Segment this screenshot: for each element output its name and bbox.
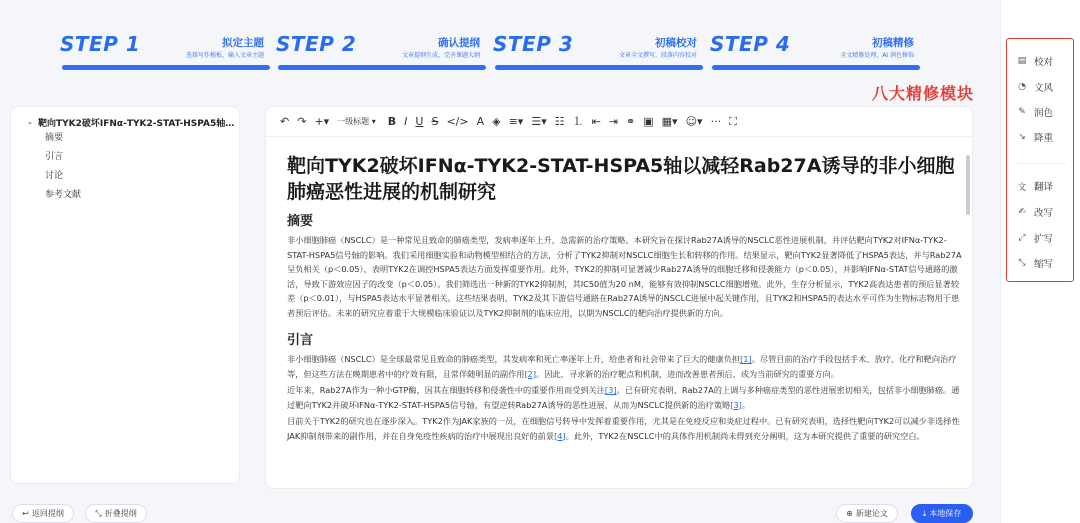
font-color-icon[interactable]: A	[476, 114, 485, 128]
step-progress-bar	[278, 65, 486, 70]
collapse-outline-button[interactable]	[85, 504, 147, 523]
chart-down-icon: ↘	[1018, 132, 1026, 142]
back-icon: ↩	[22, 509, 29, 518]
step-title: 初稿精修	[872, 37, 914, 49]
module-label: 文风	[1034, 83, 1054, 94]
align-icon[interactable]: ≡▾	[508, 114, 524, 128]
new-paper-button[interactable]	[836, 504, 898, 523]
step-subtitle: 文章全文撰写，段落内容校对	[618, 52, 697, 59]
step-title: 确认提纲	[438, 37, 480, 49]
heading-select[interactable]: 一级标题 ▾	[337, 116, 376, 126]
proofread-icon: ▤	[1017, 56, 1027, 66]
citation-link[interactable]: [4]	[554, 430, 566, 441]
module-expand-button[interactable]	[1016, 231, 1053, 245]
emoji-icon[interactable]: ☺▾	[685, 114, 703, 128]
image-icon[interactable]: ▣	[643, 114, 654, 128]
introduction-paragraph-2	[287, 383, 963, 412]
plus-circle-icon: ⊕	[846, 509, 853, 518]
bullet-list-icon[interactable]: ☷	[554, 114, 565, 128]
rewrite-icon: ✍	[1018, 207, 1026, 217]
module-style-button[interactable]	[1016, 80, 1053, 94]
fullscreen-icon[interactable]: ⛶	[729, 114, 737, 128]
back-to-outline-button[interactable]	[12, 504, 74, 523]
step-title: 拟定主题	[222, 37, 264, 49]
step-number: STEP 2	[276, 32, 357, 56]
module-translate-button[interactable]	[1016, 179, 1053, 193]
introduction-paragraph-3	[287, 414, 963, 443]
citation-link[interactable]: [3]	[730, 399, 742, 410]
outline-panel	[10, 106, 240, 484]
palette-icon: ◔	[1018, 82, 1026, 92]
bold-icon[interactable]: B	[387, 114, 397, 128]
expand-icon: ⤢	[1018, 233, 1026, 243]
step-title: 初稿校对	[655, 37, 697, 49]
table-icon[interactable]: ▦▾	[661, 114, 678, 128]
highlight-icon[interactable]: ◈	[492, 114, 501, 128]
step-subtitle: 选择写作模板，输入文章主题	[185, 52, 264, 59]
modules-highlight-box	[1006, 38, 1074, 282]
paragraph-text: 非小细胞肺癌（NSCLC）是全球最常见且致命的肺癌类型，其发病率和死亡率逐年上升，给患者和社会带来了巨大的健康负担	[287, 354, 741, 364]
download-icon: ⤓	[922, 508, 927, 518]
local-save-button[interactable]	[911, 504, 973, 523]
indent-icon[interactable]: ⇥	[608, 114, 619, 128]
shrink-icon: ⤡	[1018, 258, 1026, 268]
paragraph-text: 。	[741, 399, 751, 410]
outline-item-abstract[interactable]: 摘要	[45, 133, 64, 143]
module-shrink-button[interactable]	[1016, 256, 1053, 270]
module-label: 扩写	[1034, 234, 1054, 245]
heading-select-value: 一级标题	[337, 116, 370, 126]
paragraph-text: 。尽管目前的治疗手段包括手术、放疗、化疗和靶向治疗等，但这些方法在晚期患者中的疗效有限，且常伴随明显的副作用	[287, 354, 957, 379]
abstract-heading: 摘要	[287, 214, 314, 229]
step-number: STEP 4	[710, 32, 791, 56]
paragraph-text: 。已有研究表明，Rab27A的上调与多种癌症类型的恶性进展密切相关，包括非小细胞肺癌。通过靶向TYK2并破坏IFNα-TYK2-STAT-HSPA5信号轴，有望逆转Rab27A诱导的恶性进展，从而为NSCLC提供新的治疗策略	[287, 385, 960, 410]
translate-icon: 文	[1017, 182, 1027, 193]
module-label: 降重	[1034, 133, 1054, 144]
module-polish-button[interactable]	[1016, 105, 1053, 119]
chevron-down-icon[interactable]: ⌄	[27, 118, 33, 126]
line-height-icon[interactable]: ☰▾	[531, 114, 547, 128]
outdent-icon[interactable]: ⇤	[591, 114, 601, 128]
outline-item-introduction[interactable]: 引言	[45, 152, 64, 162]
step-progress-bar	[712, 65, 920, 70]
numbered-list-icon[interactable]: ⒈	[572, 114, 584, 128]
code-icon[interactable]: </>	[446, 114, 469, 128]
step-1	[60, 28, 270, 74]
button-label: 新建论文	[855, 509, 888, 518]
modules-divider	[1016, 163, 1066, 164]
step-3	[493, 28, 703, 74]
editor-scrollbar[interactable]	[966, 155, 970, 215]
editor-toolbar	[266, 107, 972, 137]
link-icon[interactable]: ⚭	[626, 114, 636, 128]
paragraph-text: 目前关于TYK2的研究也在逐步深入。TYK2作为JAK家族的一员，在细胞信号转导中发挥着重要作用，尤其是在免疫反应和炎症过程中。已有研究表明，选择性靶向TYK2可以减少非选择性JAK抑制剂带来的副作用，并在自身免疫性疾病的治疗中展现出良好的前景	[287, 416, 960, 441]
outline-item-references[interactable]: 参考文献	[45, 190, 82, 200]
italic-icon[interactable]: I	[404, 114, 408, 128]
undo-icon[interactable]: ↶	[280, 114, 290, 128]
step-2	[276, 28, 486, 74]
button-label: 返回提纲	[31, 509, 64, 518]
citation-link[interactable]: [2]	[524, 368, 537, 379]
outline-item-discussion[interactable]: 讨论	[45, 171, 64, 181]
button-label: 折叠提纲	[104, 509, 137, 518]
citation-link[interactable]: [1]	[740, 354, 752, 364]
step-number: STEP 1	[60, 32, 141, 56]
outline-root-label: 靶向TYK2破坏IFNα-TYK2-STAT-HSPA5轴…	[38, 118, 235, 129]
introduction-paragraph-1	[287, 352, 963, 381]
paragraph-text: 。因此，寻求新的治疗靶点和机制，进而改善患者预后，成为当前研究的重要方向。	[536, 368, 840, 379]
strikethrough-icon[interactable]: S	[431, 114, 439, 128]
introduction-heading: 引言	[287, 333, 314, 348]
step-number: STEP 3	[493, 32, 574, 56]
modules-annotation: 八大精修模块	[872, 84, 975, 103]
abstract-paragraph: 非小细胞肺癌（NSCLC）是一种常见且致命的肺癌类型，发病率逐年上升，急需新的治疗策略。本研究旨在探讨Rab27A诱导的NSCLC恶性进展机制，并评估靶向TYK2对IFNα-TYK2-STAT-HSPA5信号轴的影响。我们采用细胞实验和动物模型相结合的方法，分析了TYK2抑制对NSCLC细胞生长和转移的作用。结果显示，靶向TYK2显著降低了HSPA5表达，并与Rab27A呈负相关（p＜0.05），表明TYK2在调控HSPA5表达方面发挥重要作用。此外，TYK2的抑制可显著减少Rab27A诱导的细胞迁移和侵袭能力（p＜0.05），并影响IFNα-STAT信号通路的激活，导致下游效应因子的改变（p＜0.05）。我们筛选出一种新的TYK2抑制剂，其IC50值为20 nM，能够有效抑制NSCLC细胞增殖。此外，生存分析显示，TYK2高表达患者的预后显著较差（p＜0.01），与HSPA5表达水平显著相关。这些结果表明，TYK2及其下游信号通路在Rab27A诱导的NSCLC进展中起关键作用，且TYK2和HSPA5的表达水平可作为生物标志物用于患者预后评估。未来的研究应着重于大规模临床验证以及TYK2抑制剂的临床应用，以期为NSCLC的靶向治疗提供新的方向。	[287, 235, 962, 318]
button-label: 本地保存	[929, 509, 962, 518]
module-dedupe-button[interactable]	[1016, 130, 1053, 144]
module-proofread-button[interactable]	[1016, 54, 1053, 68]
module-label: 润色	[1034, 108, 1054, 119]
module-label: 校对	[1034, 57, 1054, 68]
more-icon[interactable]: ···	[710, 114, 722, 128]
citation-link[interactable]: [3]	[604, 385, 617, 395]
insert-plus-icon[interactable]: +▾	[314, 114, 330, 128]
module-label: 缩写	[1034, 259, 1054, 270]
step-subtitle: 文章提纲生成，完善课题大纲	[401, 52, 480, 59]
step-4	[710, 28, 920, 74]
underline-icon[interactable]: U	[415, 114, 424, 128]
document-title: 靶向TYK2破坏IFNα-TYK2-STAT-HSPA5轴以减轻Rab27A诱导的非小细胞肺癌恶性进展的机制研究	[287, 155, 955, 203]
step-progress-bar	[62, 65, 270, 70]
module-label: 改写	[1034, 208, 1054, 219]
outline-root[interactable]	[27, 115, 239, 129]
document-content[interactable]	[287, 153, 963, 443]
collapse-icon: ⤡	[95, 508, 102, 518]
step-subtitle: 全文精修处理，AI 润色修饰	[840, 52, 914, 59]
module-label: 翻译	[1034, 182, 1054, 193]
paragraph-text: 近年来，Rab27A作为一种小GTP酶，因其在细胞转移和侵袭性中的重要作用而受到关注	[287, 385, 605, 395]
editor-panel	[265, 106, 973, 489]
redo-icon[interactable]: ↷	[297, 114, 307, 128]
steps-bar	[60, 28, 940, 74]
paragraph-text: 。此外，TYK2在NSCLC中的具体作用机制尚未得到充分阐明，这为本研究提供了重要的研究空白。	[565, 430, 925, 441]
step-progress-bar	[495, 65, 703, 70]
polish-icon: ✎	[1018, 107, 1026, 117]
module-rewrite-button[interactable]	[1016, 205, 1053, 219]
